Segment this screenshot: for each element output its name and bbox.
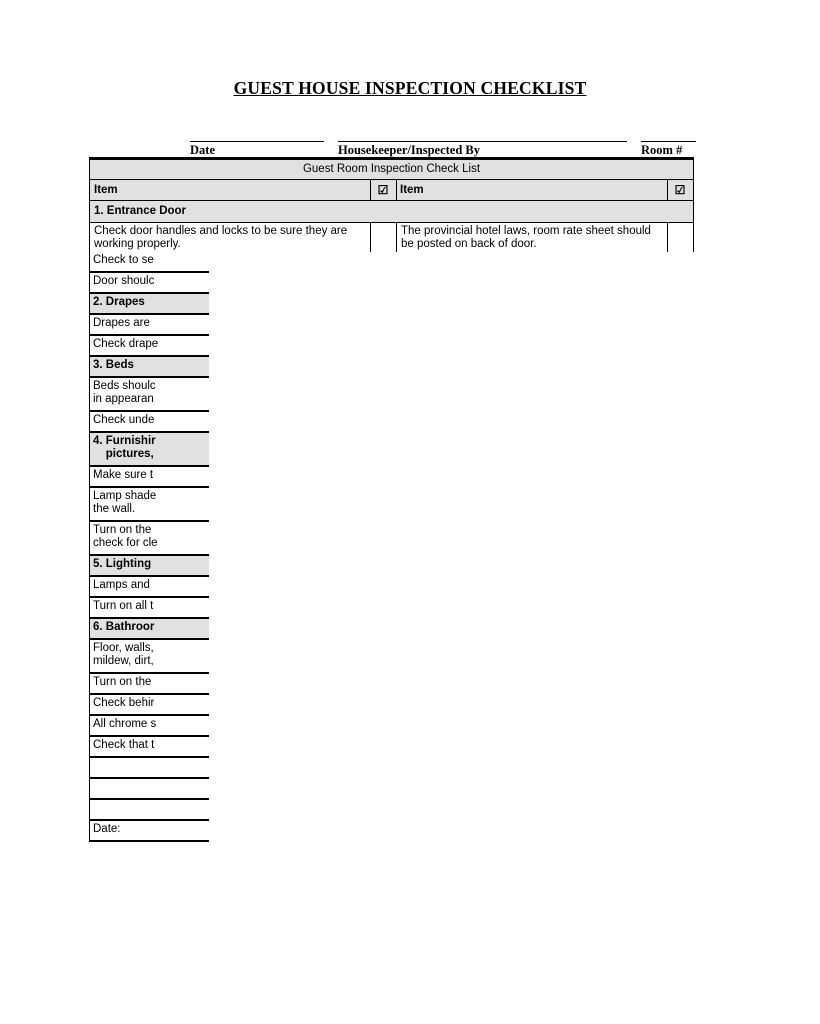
- table-row: [89, 488, 209, 522]
- table-row: [89, 336, 209, 357]
- row-text: Door shoulc: [93, 275, 155, 287]
- date-label: Date: [190, 143, 215, 157]
- table-row: [89, 273, 209, 294]
- table-row: [89, 223, 694, 252]
- section-row: [89, 556, 209, 577]
- table-row: [89, 716, 209, 737]
- table-row: [89, 758, 209, 779]
- table-row: [89, 252, 209, 273]
- row-text: 5. Lighting: [93, 558, 152, 570]
- row-text: Drapes are: [93, 317, 150, 329]
- table-row: [89, 577, 209, 598]
- row-text-line2: in appearan: [93, 393, 154, 405]
- inspected-by-label: Housekeeper/Inspected By: [338, 143, 481, 157]
- row-text: Lamps and: [93, 579, 150, 591]
- item-text: Check door handles and locks to be sure they are working properly.: [94, 225, 348, 250]
- section-row: [89, 619, 209, 640]
- table-row: [89, 695, 209, 716]
- row-text: 4. Furnishir: [93, 435, 156, 447]
- table-caption: Guest Room Inspection Check List: [89, 157, 694, 180]
- section-row: [89, 294, 209, 315]
- table-row: [89, 522, 209, 556]
- page-title: GUEST HOUSE INSPECTION CHECKLIST: [233, 78, 587, 98]
- table-row: [89, 378, 209, 412]
- row-text-line2: check for cle: [93, 537, 158, 549]
- row-text: 6. Bathroor: [93, 621, 155, 633]
- table-row: [89, 315, 209, 336]
- table-row: [89, 779, 209, 800]
- row-text: 3. Beds: [93, 359, 134, 371]
- room-label: Room #: [641, 143, 683, 157]
- row-text: Date:: [93, 823, 121, 835]
- row-text: 2. Drapes: [93, 296, 145, 308]
- table-row: [89, 598, 209, 619]
- inspected-by-line[interactable]: [338, 141, 627, 142]
- table-row: [89, 412, 209, 433]
- left-column-rows: [89, 252, 159, 844]
- row-text: Check drape: [93, 338, 159, 350]
- header-item-right: Item: [400, 184, 424, 196]
- item-checkbox[interactable]: [371, 223, 396, 252]
- table-row: [89, 800, 209, 821]
- checkbox-header-icon: ☑: [377, 183, 389, 197]
- table-row: [89, 467, 209, 488]
- table-row: [89, 821, 209, 842]
- table-row: [89, 640, 209, 674]
- row-text: Beds shoulc: [93, 380, 156, 392]
- row-text: Lamp shade: [93, 490, 157, 502]
- table-header: [89, 180, 694, 201]
- row-text: All chrome s: [93, 718, 157, 730]
- row-text: Make sure t: [93, 469, 154, 481]
- item-checkbox[interactable]: [668, 223, 693, 252]
- table-row: [89, 674, 209, 695]
- row-text: Turn on the: [93, 524, 152, 536]
- header-item-left: Item: [94, 184, 118, 196]
- item-text: The provincial hotel laws, room rate sheet should be posted on back of door.: [401, 225, 651, 250]
- row-text: Check behir: [93, 697, 155, 709]
- row-text: Turn on the: [93, 676, 152, 688]
- row-text: Floor, walls,: [93, 642, 154, 654]
- date-line[interactable]: [190, 141, 324, 142]
- section-entrance-door: 1. Entrance Door: [89, 201, 694, 223]
- row-text: Check unde: [93, 414, 155, 426]
- row-text-line2: mildew, dirt,: [93, 655, 154, 667]
- row-text-line2: pictures,: [93, 448, 154, 460]
- section-row: [89, 433, 209, 467]
- room-line[interactable]: [641, 141, 696, 142]
- section-row: [89, 357, 209, 378]
- row-text: Check to se: [93, 254, 154, 266]
- row-text: Turn on all t: [93, 600, 154, 612]
- table-row: [89, 737, 209, 758]
- row-text: Check that t: [93, 739, 155, 751]
- row-text-line2: the wall.: [93, 503, 136, 515]
- checkbox-header-icon: ☑: [674, 183, 686, 197]
